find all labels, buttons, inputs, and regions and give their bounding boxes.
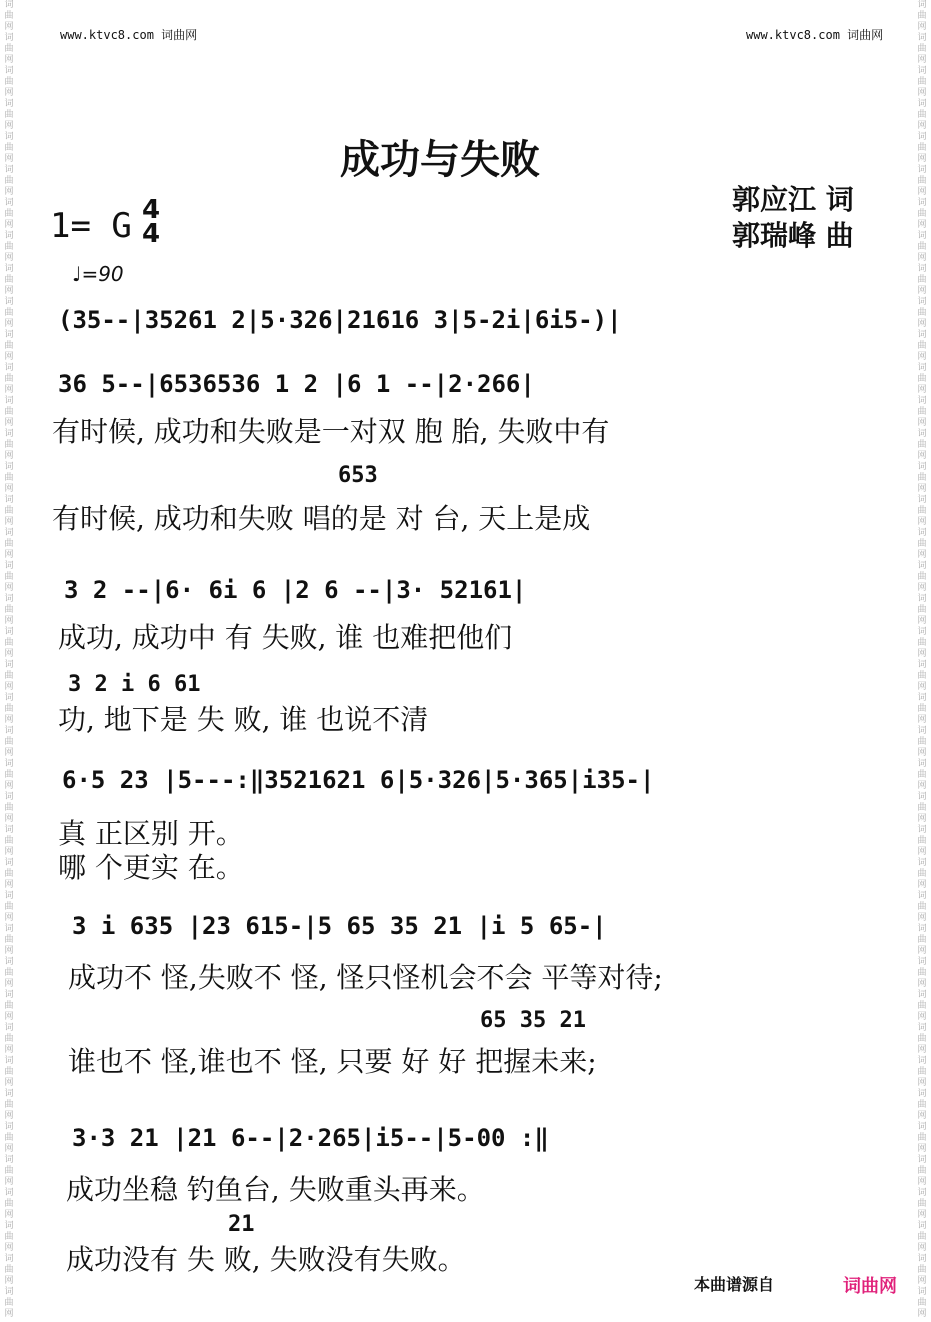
side-watermark-char: 网 (4, 715, 14, 725)
time-signature (142, 195, 161, 249)
side-watermark-char: 网 (917, 517, 927, 527)
side-watermark-char: 网 (917, 352, 927, 362)
side-watermark-char: 曲 (4, 539, 14, 549)
side-watermark-char: 网 (4, 682, 14, 692)
side-watermark-char: 词 (4, 231, 14, 241)
side-watermark-char: 网 (917, 55, 927, 65)
side-watermark-char: 网 (917, 1045, 927, 1055)
side-watermark-char: 词 (917, 231, 927, 241)
side-watermark-char: 词 (917, 1155, 927, 1165)
side-watermark-char: 网 (917, 649, 927, 659)
side-watermark-char: 词 (917, 726, 927, 736)
side-watermark-char: 曲 (917, 1232, 927, 1242)
side-watermark-char: 曲 (4, 110, 14, 120)
side-watermark-char: 曲 (917, 242, 927, 252)
side-watermark-char: 词 (4, 495, 14, 505)
side-watermark-char: 词 (917, 594, 927, 604)
side-watermark-char: 曲 (4, 704, 14, 714)
side-watermark-char: 曲 (4, 1166, 14, 1176)
side-watermark-char: 网 (4, 1243, 14, 1253)
side-watermark-char: 网 (4, 253, 14, 263)
side-watermark-char: 网 (917, 1210, 927, 1220)
side-watermark-char: 曲 (4, 77, 14, 87)
side-watermark-char: 曲 (917, 803, 927, 813)
side-watermark-char: 网 (917, 286, 927, 296)
side-watermark-char: 词 (4, 1089, 14, 1099)
side-watermark-char: 词 (917, 693, 927, 703)
tempo-value: =90 (81, 262, 124, 286)
side-watermark-char: 词 (4, 990, 14, 1000)
side-watermark-char: 曲 (917, 1133, 927, 1143)
side-watermark-char: 曲 (917, 572, 927, 582)
side-watermark-char: 词 (917, 891, 927, 901)
side-watermark-char: 曲 (917, 671, 927, 681)
key-signature: 1= G (50, 206, 132, 246)
side-watermark-char: 曲 (4, 836, 14, 846)
side-watermark-char: 词 (917, 33, 927, 43)
lyrics-line-6a: 成功坐稳 钓鱼台, 失败重头再来。 (66, 1173, 485, 1206)
side-watermark-char: 网 (4, 1078, 14, 1088)
side-watermark-char: 曲 (917, 968, 927, 978)
side-watermark-char: 词 (4, 1188, 14, 1198)
side-watermark-char: 词 (917, 1287, 927, 1297)
side-watermark-char: 曲 (4, 176, 14, 186)
side-watermark-char: 网 (917, 253, 927, 263)
side-watermark-char: 曲 (4, 209, 14, 219)
side-watermark-char: 网 (4, 847, 14, 857)
side-watermark-char: 曲 (4, 572, 14, 582)
side-watermark-char: 网 (917, 1078, 927, 1088)
side-watermark-char: 词 (4, 924, 14, 934)
footer-site-link[interactable]: 词曲网 (843, 1276, 897, 1297)
side-watermark-char: 网 (917, 1144, 927, 1154)
side-watermark-char: 网 (4, 319, 14, 329)
lyrics-line-2a: 有时候, 成功和失败是一对双 胞 胎, 失败中有 (52, 415, 610, 448)
side-watermark-char: 曲 (4, 803, 14, 813)
side-watermark-char: 词 (917, 429, 927, 439)
side-watermark-char: 词 (917, 990, 927, 1000)
side-watermark-char: 网 (917, 583, 927, 593)
side-watermark-char: 曲 (4, 770, 14, 780)
side-watermark-char: 词 (4, 528, 14, 538)
side-watermark-char: 曲 (4, 1298, 14, 1308)
side-watermark-char: 网 (917, 484, 927, 494)
side-watermark-char: 网 (4, 154, 14, 164)
side-watermark-char: 词 (917, 1056, 927, 1066)
side-watermark-char: 曲 (917, 176, 927, 186)
side-watermark-char: 曲 (4, 935, 14, 945)
side-watermark-char: 网 (917, 418, 927, 428)
tempo-marking (72, 262, 124, 286)
side-watermark-char: 词 (917, 1221, 927, 1231)
side-watermark-char: 词 (917, 528, 927, 538)
side-watermark-char: 网 (917, 88, 927, 98)
watermark-left: www.ktvc8.com 词曲网 (60, 28, 198, 42)
side-watermark-char: 曲 (4, 506, 14, 516)
side-watermark-char: 网 (917, 319, 927, 329)
side-watermark-char: 词 (917, 561, 927, 571)
side-watermark-char: 网 (4, 946, 14, 956)
side-watermark-char: 曲 (4, 341, 14, 351)
side-watermark-char: 网 (917, 880, 927, 890)
side-watermark-char: 网 (917, 979, 927, 989)
side-watermark-char: 曲 (4, 44, 14, 54)
side-watermark-char: 词 (917, 627, 927, 637)
lyrics-line-3a: 成功, 成功中 有 失败, 谁 也难把他们 (58, 621, 513, 654)
side-watermark-char: 网 (4, 418, 14, 428)
side-watermark-char: 词 (917, 1023, 927, 1033)
side-watermark-char: 曲 (4, 1232, 14, 1242)
side-watermark-char: 网 (4, 22, 14, 32)
side-watermark-char: 曲 (4, 869, 14, 879)
side-watermark-char: 网 (4, 748, 14, 758)
side-watermark-char: 词 (917, 957, 927, 967)
time-signature-bottom: 4 (142, 219, 161, 249)
side-watermark-char: 网 (4, 385, 14, 395)
side-watermark-char: 词 (4, 693, 14, 703)
side-watermark-char: 曲 (917, 770, 927, 780)
song-title: 成功与失败 (340, 136, 540, 183)
side-watermark-char: 网 (4, 220, 14, 230)
side-watermark-char: 曲 (4, 242, 14, 252)
side-watermark-char: 词 (4, 363, 14, 373)
side-watermark-char: 曲 (4, 737, 14, 747)
side-watermark-char: 网 (917, 814, 927, 824)
side-watermark-char: 词 (917, 297, 927, 307)
alt-notes-6: 21 (228, 1212, 255, 1237)
side-watermark-char: 曲 (4, 902, 14, 912)
side-watermark-char: 曲 (917, 1166, 927, 1176)
side-watermark-char: 网 (4, 451, 14, 461)
side-watermark-char: 词 (917, 99, 927, 109)
side-watermark-char: 网 (917, 121, 927, 131)
side-watermark-char: 词 (917, 792, 927, 802)
composer-credit: 郭瑞峰 曲 (732, 219, 854, 252)
side-watermark-char: 曲 (917, 11, 927, 21)
side-watermark-char: 词 (4, 726, 14, 736)
side-watermark-char: 词 (917, 1089, 927, 1099)
side-watermark-char: 网 (4, 880, 14, 890)
side-watermark-char: 网 (917, 187, 927, 197)
right-watermark-strip (915, 0, 929, 1322)
side-watermark-char: 曲 (917, 506, 927, 516)
notes-line-4: 6·5 23 |5---:‖3521621 6|5·326|5·365|i35-| (62, 766, 655, 794)
left-watermark-strip (2, 0, 16, 1322)
side-watermark-char: 网 (4, 121, 14, 131)
side-watermark-char: 词 (4, 297, 14, 307)
side-watermark-char: 网 (917, 682, 927, 692)
side-watermark-char: 网 (4, 781, 14, 791)
side-watermark-char: 词 (917, 0, 927, 10)
notes-line-3: 3 2 --|6· 6i 6 |2 6 --|3· 52161| (64, 576, 527, 604)
side-watermark-char: 词 (917, 858, 927, 868)
side-watermark-char: 网 (917, 847, 927, 857)
footer-source-text: 本曲谱源自 (694, 1275, 775, 1294)
side-watermark-char: 词 (917, 264, 927, 274)
side-watermark-char: 词 (917, 198, 927, 208)
side-watermark-char: 曲 (917, 473, 927, 483)
side-watermark-char: 词 (4, 957, 14, 967)
side-watermark-char: 曲 (4, 605, 14, 615)
side-watermark-char: 网 (4, 583, 14, 593)
side-watermark-char: 曲 (917, 143, 927, 153)
side-watermark-char: 网 (917, 385, 927, 395)
side-watermark-char: 网 (4, 550, 14, 560)
side-watermark-char: 曲 (917, 1034, 927, 1044)
side-watermark-char: 曲 (917, 407, 927, 417)
side-watermark-char: 词 (917, 66, 927, 76)
side-watermark-char: 网 (4, 1309, 14, 1319)
side-watermark-char: 词 (4, 1155, 14, 1165)
side-watermark-char: 曲 (917, 110, 927, 120)
side-watermark-char: 曲 (917, 1067, 927, 1077)
side-watermark-char: 曲 (917, 539, 927, 549)
side-watermark-char: 词 (4, 132, 14, 142)
lyrics-line-5a: 成功不 怪,失败不 怪, 怪只怪机会不会 平等对待; (68, 961, 663, 994)
side-watermark-char: 网 (917, 946, 927, 956)
side-watermark-char: 词 (917, 1122, 927, 1132)
side-watermark-char: 曲 (917, 638, 927, 648)
side-watermark-char: 网 (917, 22, 927, 32)
side-watermark-char: 曲 (4, 1199, 14, 1209)
side-watermark-char: 曲 (4, 308, 14, 318)
time-signature-top: 4 (142, 195, 161, 225)
side-watermark-char: 词 (917, 165, 927, 175)
side-watermark-char: 网 (917, 1243, 927, 1253)
side-watermark-char: 曲 (4, 11, 14, 21)
side-watermark-char: 网 (4, 913, 14, 923)
side-watermark-char: 词 (917, 924, 927, 934)
side-watermark-char: 曲 (917, 308, 927, 318)
side-watermark-char: 曲 (4, 671, 14, 681)
side-watermark-char: 曲 (917, 869, 927, 879)
side-watermark-char: 曲 (4, 275, 14, 285)
quarter-note-icon: ♩ (72, 262, 82, 286)
side-watermark-char: 词 (4, 330, 14, 340)
side-watermark-char: 词 (4, 429, 14, 439)
side-watermark-char: 曲 (917, 44, 927, 54)
side-watermark-char: 曲 (917, 1001, 927, 1011)
side-watermark-char: 词 (4, 858, 14, 868)
lyrics-line-6b: 成功没有 失 败, 失败没有失败。 (66, 1243, 466, 1276)
watermark-right: www.ktvc8.com 词曲网 (746, 28, 884, 42)
side-watermark-char: 曲 (917, 1265, 927, 1275)
side-watermark-char: 词 (4, 396, 14, 406)
side-watermark-char: 网 (4, 484, 14, 494)
notes-line-5: 3 i 635 |23 615-|5 65 35 21 |i 5 65-| (72, 912, 607, 940)
side-watermark-char: 曲 (917, 440, 927, 450)
side-watermark-char: 词 (917, 396, 927, 406)
side-watermark-char: 网 (4, 616, 14, 626)
side-watermark-char: 词 (4, 264, 14, 274)
side-watermark-char: 曲 (917, 374, 927, 384)
side-watermark-char: 词 (4, 1023, 14, 1033)
side-watermark-char: 网 (917, 451, 927, 461)
notes-line-1: (35--|35261 2|5·326|21616 3|5-2i|6i5-)| (58, 306, 622, 334)
side-watermark-char: 网 (4, 1276, 14, 1286)
side-watermark-char: 网 (4, 649, 14, 659)
side-watermark-char: 网 (917, 748, 927, 758)
side-watermark-char: 曲 (917, 275, 927, 285)
side-watermark-char: 词 (4, 627, 14, 637)
side-watermark-char: 网 (917, 1309, 927, 1319)
side-watermark-char: 曲 (917, 1298, 927, 1308)
side-watermark-char: 曲 (4, 968, 14, 978)
side-watermark-char: 词 (4, 891, 14, 901)
side-watermark-char: 曲 (917, 1199, 927, 1209)
side-watermark-char: 网 (4, 352, 14, 362)
side-watermark-char: 网 (917, 781, 927, 791)
side-watermark-char: 词 (4, 561, 14, 571)
side-watermark-char: 词 (4, 792, 14, 802)
side-watermark-char: 词 (4, 1221, 14, 1231)
alt-notes-3: 3 2 i 6 61 (68, 672, 201, 697)
side-watermark-char: 曲 (4, 1133, 14, 1143)
side-watermark-char: 网 (917, 1276, 927, 1286)
lyrics-line-2b: 有时候, 成功和失败 唱的是 对 台, 天上是成 (52, 502, 591, 535)
side-watermark-char: 词 (917, 495, 927, 505)
side-watermark-char: 网 (4, 286, 14, 296)
side-watermark-char: 网 (4, 1144, 14, 1154)
lyrics-line-5b: 谁也不 怪,谁也不 怪, 只要 好 好 把握未来; (68, 1045, 597, 1078)
side-watermark-char: 网 (4, 517, 14, 527)
side-watermark-char: 词 (917, 363, 927, 373)
side-watermark-char: 词 (4, 33, 14, 43)
side-watermark-char: 曲 (4, 374, 14, 384)
side-watermark-char: 网 (4, 1012, 14, 1022)
side-watermark-char: 词 (4, 1254, 14, 1264)
side-watermark-char: 曲 (917, 209, 927, 219)
side-watermark-char: 网 (4, 1177, 14, 1187)
side-watermark-char: 词 (917, 660, 927, 670)
side-watermark-char: 曲 (4, 1100, 14, 1110)
side-watermark-char: 词 (4, 594, 14, 604)
side-watermark-char: 曲 (4, 1265, 14, 1275)
side-watermark-char: 网 (917, 550, 927, 560)
lyrics-line-4b: 哪 个更实 在。 (58, 851, 244, 884)
lyrics-line-3b: 功, 地下是 失 败, 谁 也说不清 (58, 703, 429, 736)
side-watermark-char: 词 (4, 1122, 14, 1132)
side-watermark-char: 词 (917, 132, 927, 142)
side-watermark-char: 词 (4, 462, 14, 472)
alt-notes-2: 653 (338, 463, 378, 488)
side-watermark-char: 网 (4, 1045, 14, 1055)
side-watermark-char: 曲 (917, 605, 927, 615)
side-watermark-char: 词 (4, 0, 14, 10)
side-watermark-char: 网 (4, 814, 14, 824)
side-watermark-char: 曲 (917, 836, 927, 846)
side-watermark-char: 词 (4, 99, 14, 109)
notes-line-2: 36 5--|6536536 1 2 |6 1 --|2·266| (58, 370, 535, 398)
side-watermark-char: 词 (917, 1254, 927, 1264)
side-watermark-char: 曲 (4, 638, 14, 648)
side-watermark-char: 词 (4, 1287, 14, 1297)
side-watermark-char: 曲 (4, 1034, 14, 1044)
side-watermark-char: 词 (4, 759, 14, 769)
side-watermark-char: 网 (917, 220, 927, 230)
side-watermark-char: 曲 (4, 440, 14, 450)
side-watermark-char: 网 (4, 979, 14, 989)
side-watermark-char: 网 (917, 1177, 927, 1187)
side-watermark-char: 网 (917, 1012, 927, 1022)
side-watermark-char: 网 (4, 1111, 14, 1121)
lyricist-credit: 郭应江 词 (732, 183, 854, 216)
side-watermark-char: 曲 (917, 704, 927, 714)
side-watermark-char: 网 (917, 154, 927, 164)
side-watermark-char: 网 (917, 913, 927, 923)
side-watermark-char: 曲 (4, 407, 14, 417)
alt-notes-5: 65 35 21 (480, 1008, 586, 1033)
side-watermark-char: 曲 (917, 1100, 927, 1110)
side-watermark-char: 曲 (4, 1067, 14, 1077)
side-watermark-char: 网 (4, 187, 14, 197)
side-watermark-char: 网 (4, 88, 14, 98)
side-watermark-char: 网 (917, 715, 927, 725)
side-watermark-char: 曲 (4, 473, 14, 483)
side-watermark-char: 网 (4, 1210, 14, 1220)
side-watermark-char: 词 (4, 198, 14, 208)
side-watermark-char: 词 (917, 1188, 927, 1198)
side-watermark-char: 曲 (917, 341, 927, 351)
side-watermark-char: 网 (917, 1111, 927, 1121)
side-watermark-char: 词 (4, 1056, 14, 1066)
side-watermark-char: 曲 (4, 143, 14, 153)
side-watermark-char: 曲 (917, 935, 927, 945)
side-watermark-char: 词 (4, 66, 14, 76)
side-watermark-char: 词 (917, 825, 927, 835)
side-watermark-char: 曲 (917, 737, 927, 747)
side-watermark-char: 词 (917, 462, 927, 472)
side-watermark-char: 网 (4, 55, 14, 65)
side-watermark-char: 曲 (4, 1001, 14, 1011)
side-watermark-char: 词 (4, 165, 14, 175)
side-watermark-char: 曲 (917, 902, 927, 912)
side-watermark-char: 网 (917, 616, 927, 626)
side-watermark-char: 词 (917, 330, 927, 340)
side-watermark-char: 词 (4, 825, 14, 835)
lyrics-line-4a: 真 正区别 开。 (58, 817, 244, 850)
side-watermark-char: 曲 (917, 77, 927, 87)
side-watermark-char: 词 (4, 660, 14, 670)
side-watermark-char: 词 (917, 759, 927, 769)
notes-line-6: 3·3 21 |21 6--|2·265|i5--|5-00 :‖ (72, 1124, 549, 1152)
